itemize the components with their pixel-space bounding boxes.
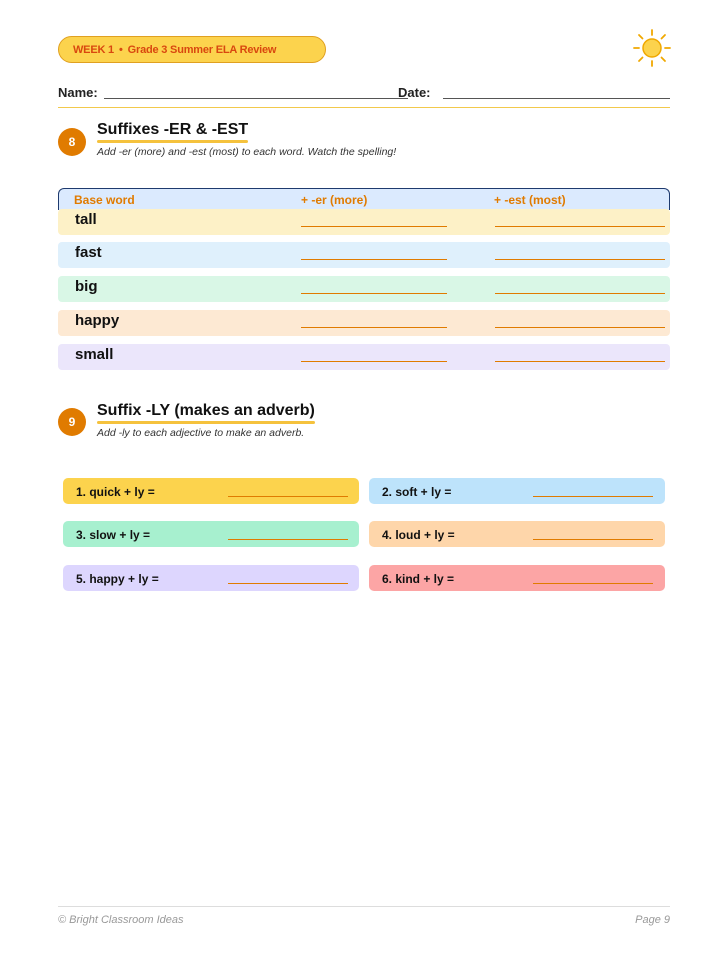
est-answer-blank[interactable] <box>495 226 665 227</box>
section-9-title-text: Suffix -LY (makes an adverb) <box>97 402 315 419</box>
badge-week: WEEK 1 <box>73 43 114 56</box>
suffix-table-header <box>58 188 670 210</box>
section-9-title-underline <box>97 421 315 424</box>
column-header-est: + -est (most) <box>494 193 566 207</box>
ly-answer-blank[interactable] <box>533 583 653 584</box>
est-answer-blank[interactable] <box>495 259 665 260</box>
section-9-number: 9 <box>58 408 86 436</box>
ly-item-label: 3. slow + ly = <box>76 528 151 542</box>
ly-answer-blank[interactable] <box>533 496 653 497</box>
ly-item <box>63 565 359 591</box>
section-8-number: 8 <box>58 128 86 156</box>
est-answer-blank[interactable] <box>495 327 665 328</box>
badge-title: Grade 3 Summer ELA Review <box>127 43 277 56</box>
date-label: Date: <box>398 85 431 100</box>
column-header-er: + -er (more) <box>301 193 368 207</box>
base-word: tall <box>75 211 97 228</box>
ly-item-label: 5. happy + ly = <box>76 572 159 586</box>
footer-divider <box>58 906 670 907</box>
table-row <box>58 344 670 370</box>
base-word: big <box>75 278 98 295</box>
name-field[interactable] <box>104 98 408 99</box>
table-row <box>58 209 670 235</box>
name-label: Name: <box>58 85 98 100</box>
ly-answer-blank[interactable] <box>228 496 348 497</box>
column-header-base-word: Base word <box>74 193 135 207</box>
ly-answer-blank[interactable] <box>228 583 348 584</box>
base-word: small <box>75 346 114 363</box>
base-word: fast <box>75 244 102 261</box>
name-date-row <box>58 85 670 101</box>
er-answer-blank[interactable] <box>301 259 447 260</box>
section-8-title <box>97 121 248 139</box>
page-number: Page 9 <box>635 914 670 926</box>
er-answer-blank[interactable] <box>301 226 447 227</box>
ly-answer-blank[interactable] <box>228 539 348 540</box>
section-8-description: Add -er (more) and -est (most) to each word. Watch the spelling! <box>97 146 397 158</box>
base-word: happy <box>75 312 120 329</box>
footer-credit: © Bright Classroom Ideas <box>58 914 184 926</box>
ly-item <box>63 478 359 504</box>
ly-item <box>369 478 665 504</box>
table-row <box>58 242 670 268</box>
ly-answer-blank[interactable] <box>533 539 653 540</box>
er-answer-blank[interactable] <box>301 293 447 294</box>
est-answer-blank[interactable] <box>495 361 665 362</box>
est-answer-blank[interactable] <box>495 293 665 294</box>
section-8-title-text: Suffixes -ER & -EST <box>97 121 249 138</box>
section-9-title <box>97 402 315 420</box>
ly-item <box>369 521 665 547</box>
ly-item-label: 4. loud + ly = <box>382 528 455 542</box>
date-field[interactable] <box>443 98 670 99</box>
ly-item <box>369 565 665 591</box>
table-row <box>58 310 670 336</box>
header-badge <box>58 36 326 63</box>
ly-item-label: 6. kind + ly = <box>382 572 455 586</box>
ly-item <box>63 521 359 547</box>
er-answer-blank[interactable] <box>301 361 447 362</box>
badge-dot: • <box>118 43 123 56</box>
ly-item-label: 2. soft + ly = <box>382 485 452 499</box>
er-answer-blank[interactable] <box>301 327 447 328</box>
table-row <box>58 276 670 302</box>
section-9-description: Add -ly to each adjective to make an adverb. <box>97 427 305 439</box>
ly-item-label: 1. quick + ly = <box>76 485 155 499</box>
sun-icon <box>632 28 672 68</box>
section-8-title-underline <box>97 140 248 143</box>
header-divider <box>58 107 670 108</box>
